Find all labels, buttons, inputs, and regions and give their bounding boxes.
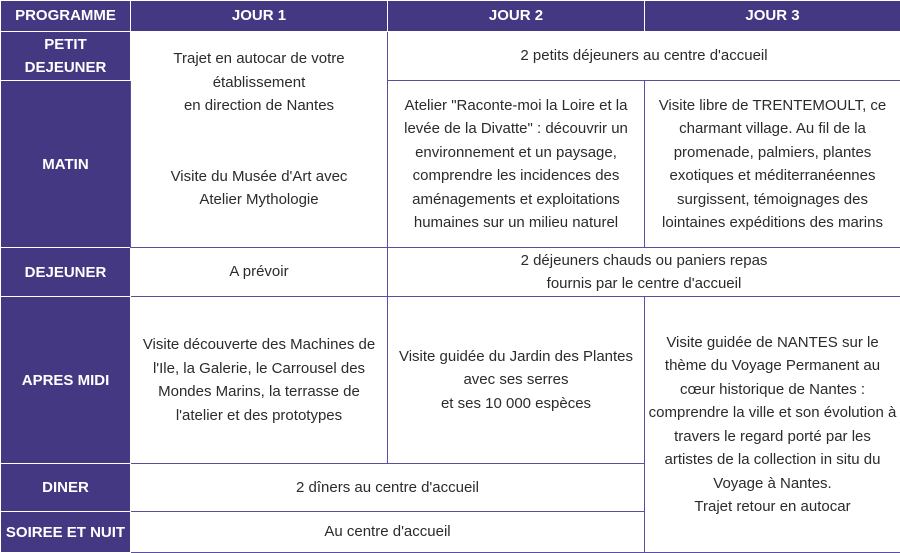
cell-jour1-arrivee-matin — [131, 32, 388, 248]
header-jour-1: JOUR 1 — [131, 1, 388, 32]
row-label-matin: MATIN — [1, 81, 131, 248]
jour1-trajet-text: Trajet en autocar de votre établissement en direction de Nantes — [134, 47, 384, 118]
header-row — [1, 1, 900, 32]
cell-jour3-matin: Visite libre de TRENTEMOULT, ce charmant village. Au fil de la promenade, palmiers, plantes exotiques et méditerranéennes surgissent, témoignages des lointaines expéditions des marins — [645, 81, 900, 248]
cell-dejeuner-j2-j3: 2 déjeuners chauds ou paniers repas fournis par le centre d'accueil — [388, 248, 900, 297]
header-jour-3: JOUR 3 — [645, 1, 900, 32]
cell-soiree-j1-j2: Au centre d'accueil — [131, 512, 645, 553]
cell-jour2-apres-midi: Visite guidée du Jardin des Plantes avec ses serres et ses 10 000 espèces — [388, 297, 645, 464]
cell-diner-j1-j2: 2 dîners au centre d'accueil — [131, 464, 645, 512]
cell-jour1-dejeuner: A prévoir — [131, 248, 388, 297]
cell-petit-dejeuner-j2-j3: 2 petits déjeuners au centre d'accueil — [388, 32, 900, 81]
row-label-dejeuner: DEJEUNER — [1, 248, 131, 297]
jour1-musee-text: Visite du Musée d'Art avec Atelier Mythologie — [134, 165, 384, 212]
header-programme: PROGRAMME — [1, 1, 131, 32]
header-jour-2: JOUR 2 — [388, 1, 645, 32]
row-label-apres-midi: APRES MIDI — [1, 297, 131, 464]
cell-jour3-apres-midi-retour: Visite guidée de NANTES sur le thème du Voyage Permanent au cœur historique de Nantes : comprendre la ville et son évolution à travers le regard porté par les artistes de la collection in situ du Voyage à Nantes. Trajet retour en autocar — [645, 297, 900, 553]
row-label-petit-dejeuner: PETIT DEJEUNER — [1, 32, 131, 81]
row-label-soiree: SOIREE ET NUIT — [1, 512, 131, 553]
row-dejeuner — [1, 248, 900, 297]
row-label-diner: DINER — [1, 464, 131, 512]
row-petit-dejeuner — [1, 32, 900, 81]
cell-jour2-matin: Atelier "Raconte-moi la Loire et la levée de la Divatte" : découvrir un environnement et un paysage, comprendre les incidences des aménagements et exploitations humaines sur un milieu naturel — [388, 81, 645, 248]
row-apres-midi — [1, 297, 900, 464]
cell-jour1-apres-midi: Visite découverte des Machines de l'Ile, la Galerie, le Carrousel des Mondes Marins, la terrasse de l'atelier et des prototypes — [131, 297, 388, 464]
